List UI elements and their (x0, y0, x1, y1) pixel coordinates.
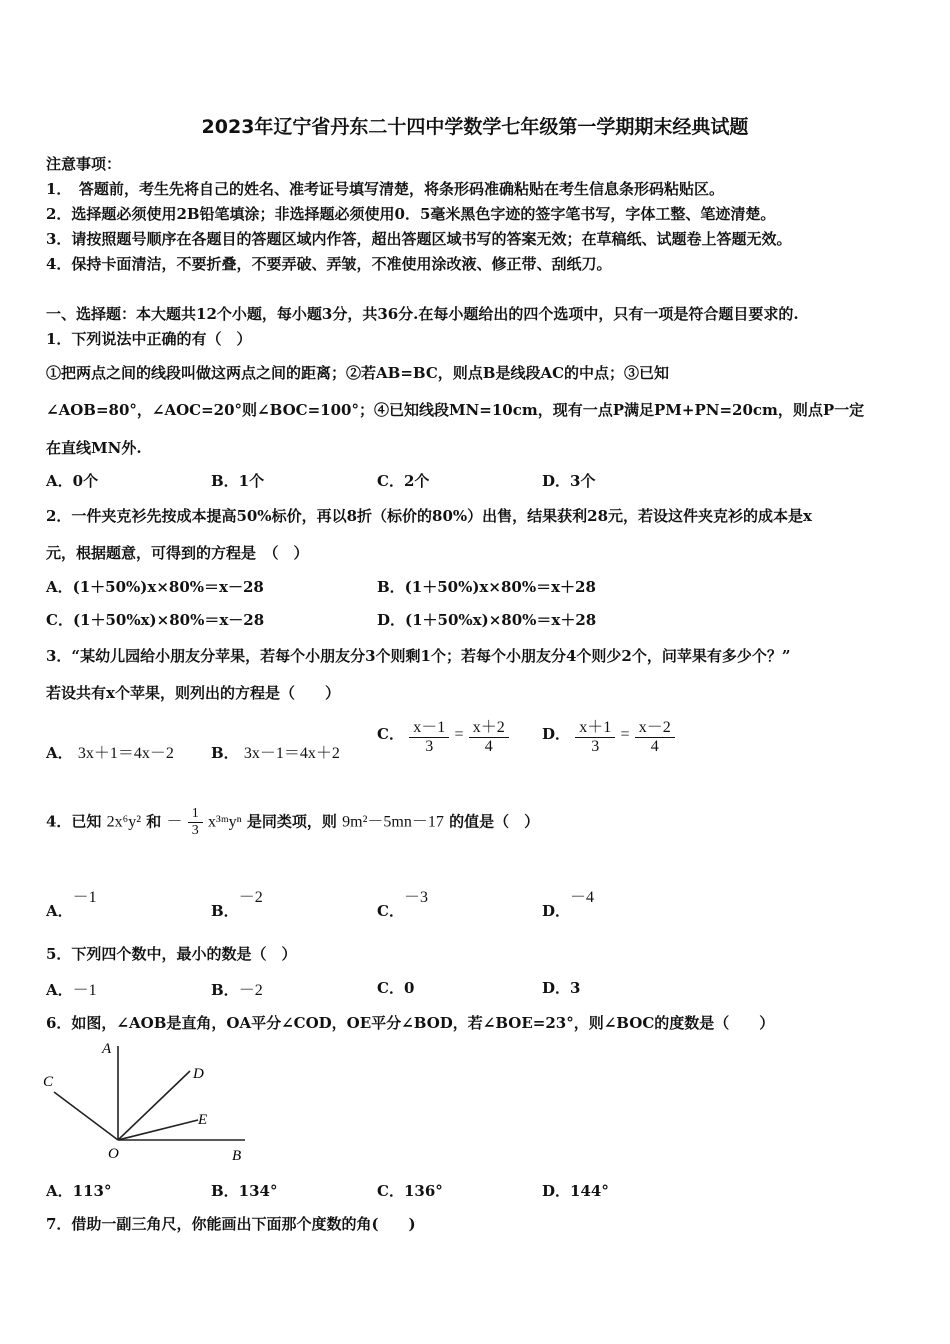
question-1-line: ∠AOB=80°，∠AOC=20°则∠BOC=100°；④已知线段MN=10cm，现有一点P满足PM+PN=20cm，则点P一定 (46, 401, 865, 419)
label-d: D (193, 1066, 204, 1082)
question-7-stem: 7．借助一副三角尺，你能画出下面那个度数的角( ) (46, 1215, 416, 1233)
term-2: x³ᵐyⁿ (208, 813, 242, 831)
question-1-stem: 1．下列说法中正确的有（ ） (46, 330, 252, 348)
fraction: $\frac{x-1}{3}$ (409, 714, 449, 756)
ray-oc (54, 1092, 118, 1140)
label-o: O (108, 1146, 119, 1162)
q4-option-a[interactable]: A．－1 (46, 889, 97, 920)
option-label: C． (377, 725, 404, 743)
q6-option-a[interactable]: A．113° (46, 1182, 112, 1200)
q2-option-a[interactable]: A．(1＋50%)x×80%＝x－28 (46, 578, 264, 596)
question-3-line: 3．“某幼儿园给小朋友分苹果，若每个小朋友分3个则剩1个；若每个小朋友分4个则少2个，问苹果有多少个？” (46, 647, 791, 665)
q1-option-d[interactable]: D．3个 (542, 472, 596, 490)
page-title: 2023年辽宁省丹东二十四中学数学七年级第一学期期末经典试题 (201, 116, 749, 138)
q2-option-b[interactable]: B．(1＋50%)x×80%＝x＋28 (377, 578, 596, 596)
q5-option-d[interactable]: D．3 (542, 979, 581, 997)
fraction: $\frac{x-2}{4}$ (635, 714, 675, 756)
q4-option-c[interactable]: C．－3 (377, 889, 428, 920)
notice-item: 1． 答题前，考生先将自己的姓名、准考证号填写清楚，将条形码准确粘贴在考生信息条形码粘贴区。 (46, 180, 724, 198)
label-c: C (43, 1074, 54, 1090)
fraction: $\frac{x+1}{3}$ (575, 714, 615, 756)
option-expression: 3x＋1＝4x－2 (77, 745, 174, 762)
question-4-stem: 4．已知 2x⁶y² 和 － $\frac{1}{3}$ x³ᵐyⁿ 是同类项，则 9m²－5mn－17 的值是（ ） (46, 806, 540, 838)
section-heading: 一、选择题：本大题共12个小题，每小题3分，共36分.在每小题给出的四个选项中，只有一项是符合题目要求的. (46, 305, 799, 323)
question-2-line: 2．一件夹克衫先按成本提高50%标价，再以8折（标价的80%）出售，结果获利28元，若设这件夹克衫的成本是x (46, 507, 812, 525)
notice-item: 2．选择题必须使用2B铅笔填涂；非选择题必须使用0．5毫米黑色字迹的签字笔书写，字体工整、笔迹清楚。 (46, 205, 776, 223)
option-label: D． (542, 725, 571, 743)
fraction: $\frac{x+2}{4}$ (469, 714, 509, 756)
expression: 9m²－5mn－17 (342, 813, 444, 831)
question-1-line: ①把两点之间的线段叫做这两点之间的距离；②若AB=BC，则点B是线段AC的中点；③已知 (46, 364, 670, 382)
q2-option-c[interactable]: C．(1＋50%x)×80%＝x－28 (46, 611, 265, 629)
ray-od (118, 1071, 190, 1140)
q1-option-b[interactable]: B．1个 (211, 472, 265, 490)
term-1: 2x⁶y² (106, 813, 142, 831)
fraction: $\frac{1}{3}$ (188, 806, 203, 839)
q3-option-a[interactable] (46, 740, 174, 763)
q4-option-d[interactable]: D．－4 (542, 889, 595, 920)
option-label: A． (46, 744, 73, 762)
q6-option-d[interactable]: D．144° (542, 1182, 609, 1200)
label-e: E (198, 1112, 208, 1128)
q3-option-d[interactable]: D． $\frac{x+1}{3}$ = $\frac{x-2}{4}$ (542, 714, 675, 756)
q6-option-c[interactable]: C．136° (377, 1182, 443, 1200)
q5-option-c[interactable]: C．0 (377, 979, 415, 997)
question-6-stem: 6．如图，∠AOB是直角，OA平分∠COD，OE平分∠BOD，若∠BOE=23°，则∠BOC的度数是（ ） (46, 1014, 775, 1032)
q2-option-d[interactable]: D．(1＋50%x)×80%＝x＋28 (377, 611, 597, 629)
question-3-line: 若设共有x个苹果，则列出的方程是（ ） (46, 684, 340, 702)
question-5-stem: 5．下列四个数中，最小的数是（ ） (46, 945, 297, 963)
label-a: A (102, 1041, 112, 1057)
option-expression: 3x－1＝4x＋2 (243, 745, 340, 762)
q3-option-b[interactable] (211, 740, 340, 763)
label-b: B (232, 1148, 242, 1162)
notice-item: 3．请按照题号顺序在各题目的答题区域内作答，超出答题区域书写的答案无效；在草稿纸、试题卷上答题无效。 (46, 230, 792, 248)
ray-oe (118, 1120, 198, 1140)
option-label: B． (211, 744, 239, 762)
q1-option-a[interactable]: A．0个 (46, 472, 99, 490)
question-1-line: 在直线MN外. (46, 439, 142, 457)
q4-option-b[interactable]: B．－2 (211, 889, 263, 920)
q3-option-c[interactable]: C． $\frac{x-1}{3}$ = $\frac{x+2}{4}$ (377, 714, 509, 756)
q5-option-b[interactable]: B．－2 (211, 981, 263, 999)
q1-option-c[interactable]: C．2个 (377, 472, 430, 490)
q5-option-a[interactable]: A．－1 (46, 981, 97, 999)
q6-option-b[interactable]: B．134° (211, 1182, 278, 1200)
angle-figure (40, 1036, 250, 1162)
notice-item: 4．保持卡面清洁，不要折叠，不要弄破、弄皱，不准使用涂改液、修正带、刮纸刀。 (46, 255, 612, 273)
notice-heading: 注意事项： (46, 155, 122, 173)
question-2-line: 元，根据题意，可得到的方程是 （ ） (46, 544, 309, 562)
